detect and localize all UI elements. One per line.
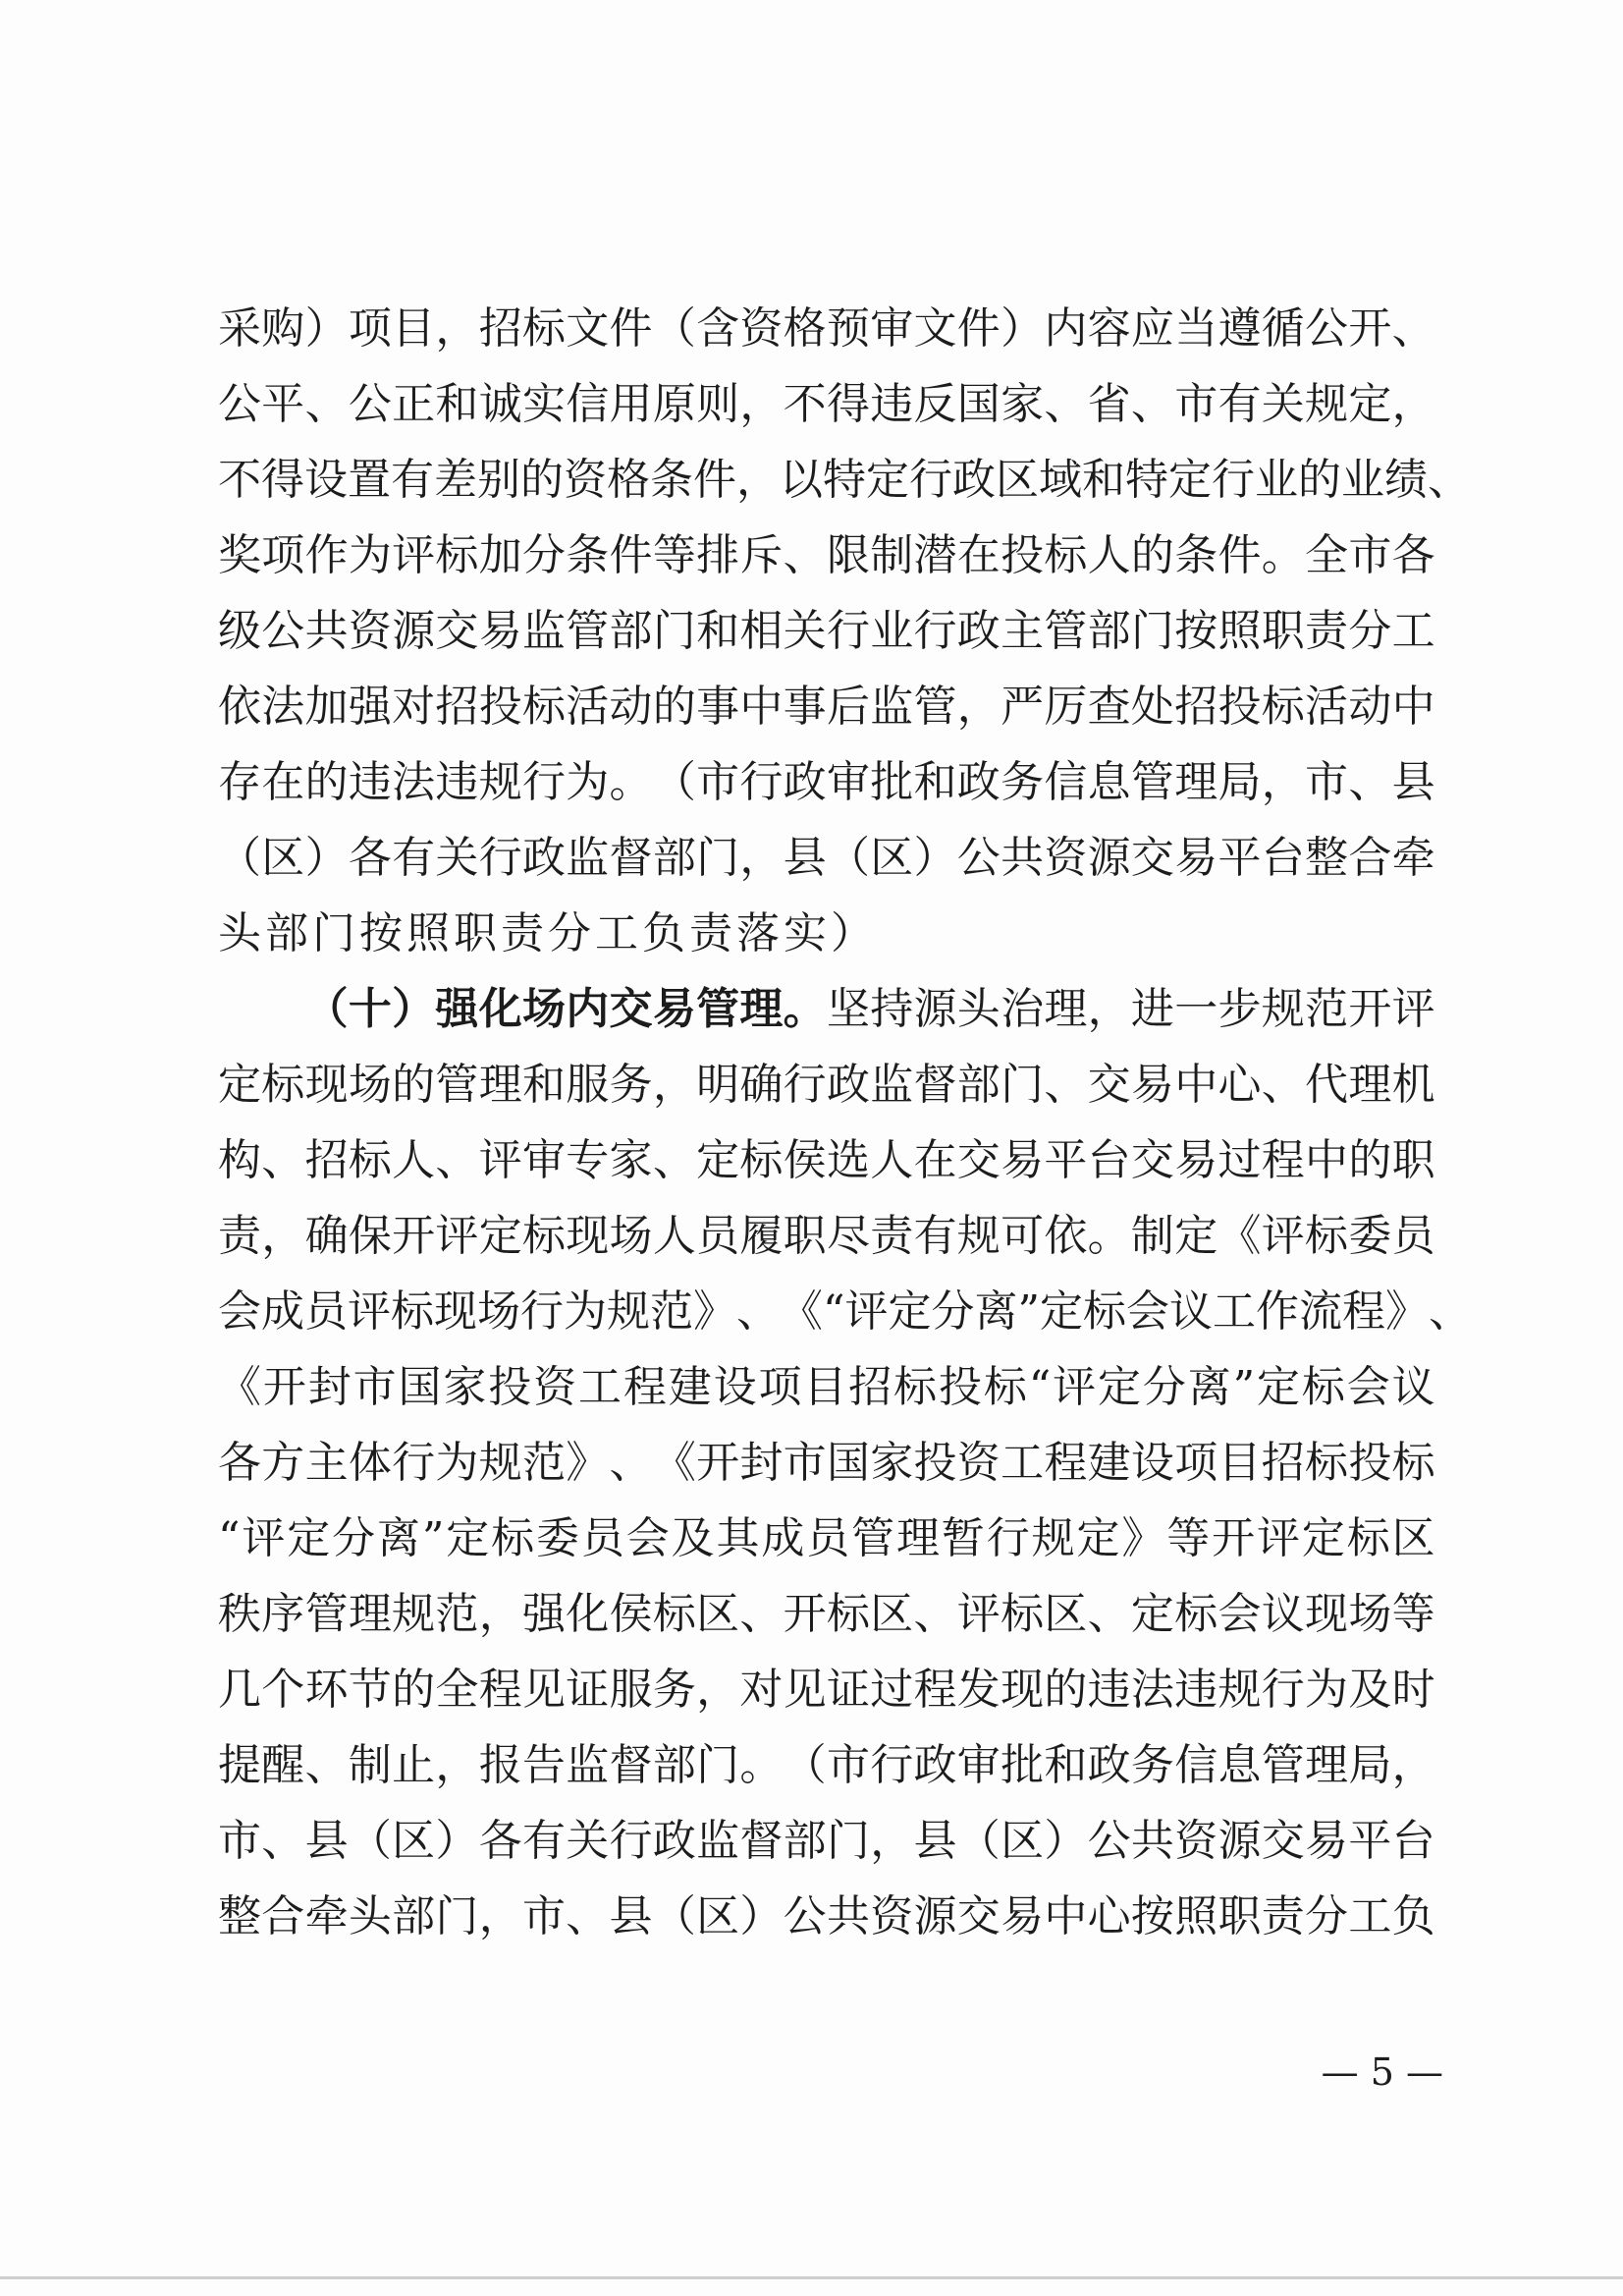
- text-line: 定 标 现 场 的 管 理 和 服 务 ， 明 确 行 政 监 督 部 门 、 交 易 中 心 、 代 理 机: [218, 1060, 1435, 1110]
- text-line: 头 部 门 按 照 职 责 分 工 负 责 落 实 ）: [218, 908, 878, 958]
- text-line: 责 ， 确 保 开 评 定 标 现 场 人 员 履 职 尽 责 有 规 可 依 。 制 定 《 评 标 委 员: [218, 1211, 1435, 1261]
- section-ten-heading-line: （ 十 ） 强 化 场 内 交 易 管 理 。 坚 持 源 头 治 理 ， 进 一 步 规 范 开 评: [304, 984, 1435, 1034]
- text-line: 存 在 的 违 法 违 规 行 为 。 （ 市 行 政 审 批 和 政 务 信 息 管 理 局 ， 市 、 县: [218, 757, 1435, 807]
- text-line: 构 、 招 标 人 、 评 审 专 家 、 定 标 侯 选 人 在 交 易 平 台 交 易 过 程 中 的 职: [218, 1135, 1435, 1185]
- text-line: 整 合 牵 头 部 门 ， 市 、 县 （ 区 ） 公 共 资 源 交 易 中 心 按 照 职 责 分 工 负: [218, 1891, 1435, 1941]
- text-line: （ 区 ） 各 有 关 行 政 监 督 部 门 ， 县 （ 区 ） 公 共 资 源 交 易 平 台 整 合 牵: [218, 833, 1435, 883]
- scan-edge-divider: [0, 2276, 1623, 2279]
- text-line: 级 公 共 资 源 交 易 监 管 部 门 和 相 关 行 业 行 政 主 管 部 门 按 照 职 责 分 工: [218, 606, 1435, 656]
- text-line: 会 成 员 评 标 现 场 行 为 规 范 》 、 《 “ 评 定 分 离 ” 定 标 会 议 工 作 流 程 》 、: [218, 1286, 1472, 1337]
- text-line: 奖 项 作 为 评 标 加 分 条 件 等 排 斥 、 限 制 潜 在 投 标 人 的 条 件 。 全 市 各: [218, 530, 1435, 580]
- body-text: [218, 291, 1472, 1954]
- text-line: 秩 序 管 理 规 范 ， 强 化 侯 标 区 、 开 标 区 、 评 标 区 、 定 标 会 议 现 场 等: [218, 1589, 1435, 1639]
- text-line: 依 法 加 强 对 招 投 标 活 动 的 事 中 事 后 监 管 ， 严 厉 查 处 招 投 标 活 动 中: [218, 682, 1435, 732]
- text-line: “ 评 定 分 离 ” 定 标 委 员 会 及 其 成 员 管 理 暂 行 规 定 》 等 开 评 定 标 区: [218, 1513, 1435, 1563]
- text-line: 各 方 主 体 行 为 规 范 》 、 《 开 封 市 国 家 投 资 工 程 建 设 项 目 招 标 投 标: [218, 1438, 1435, 1488]
- text-line: 市 、 县 （ 区 ） 各 有 关 行 政 监 督 部 门 ， 县 （ 区 ） 公 共 资 源 交 易 平 台: [218, 1816, 1435, 1866]
- text-line: 《 开 封 市 国 家 投 资 工 程 建 设 项 目 招 标 投 标 “ 评 定 分 离 ” 定 标 会 议: [218, 1362, 1435, 1412]
- text-line: 几 个 环 节 的 全 程 见 证 服 务 ， 对 见 证 过 程 发 现 的 违 法 违 规 行 为 及 时: [218, 1665, 1435, 1715]
- text-line: 提 醒 、 制 止 ， 报 告 监 督 部 门 。 （ 市 行 政 审 批 和 政 务 信 息 管 理 局 ，: [218, 1740, 1435, 1790]
- text-line: 公 平 、 公 正 和 诚 实 信 用 原 则 ， 不 得 违 反 国 家 、 省 、 市 有 关 规 定 ，: [218, 379, 1435, 429]
- text-line: 采 购 ） 项 目 ， 招 标 文 件 （ 含 资 格 预 审 文 件 ） 内 容 应 当 遵 循 公 开 、: [218, 303, 1435, 354]
- text-line: 不 得 设 置 有 差 别 的 资 格 条 件 ， 以 特 定 行 政 区 域 和 特 定 行 业 的 业 绩 、: [218, 455, 1471, 505]
- page-number: — 5 —: [1321, 2050, 1443, 2094]
